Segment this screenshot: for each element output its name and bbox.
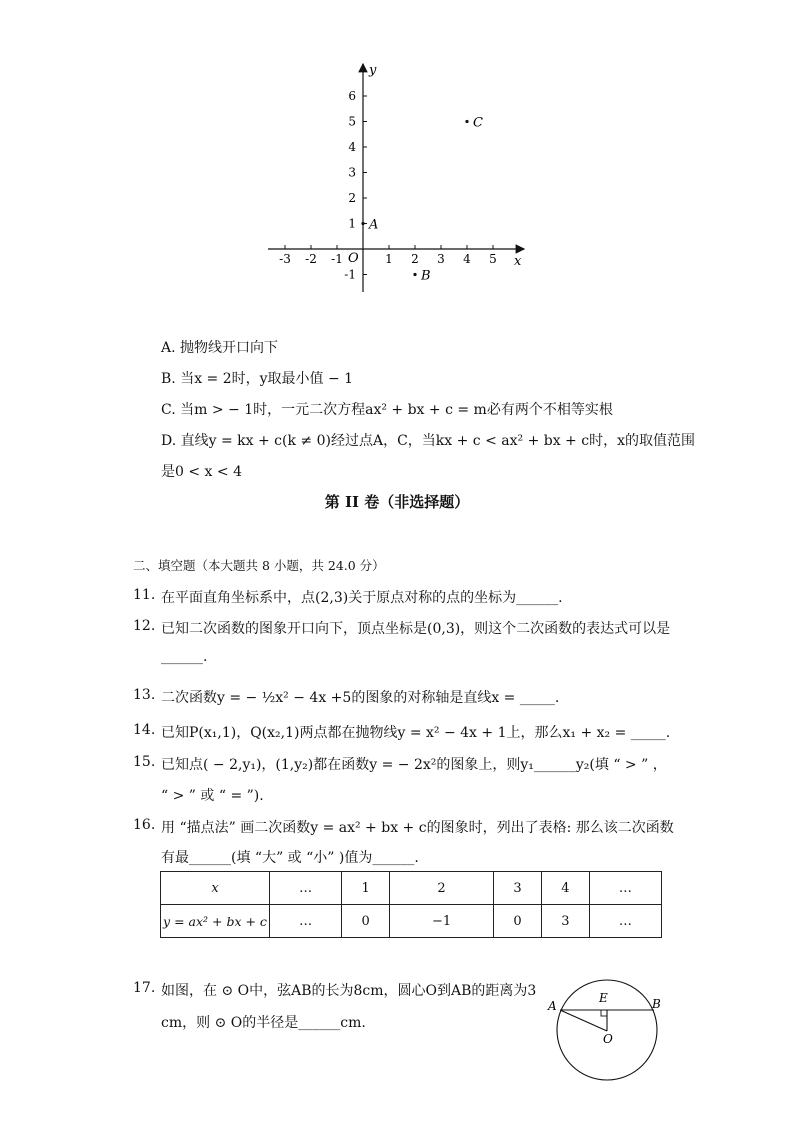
point-b	[413, 273, 416, 276]
point-label: C	[473, 115, 483, 131]
table-cell: 0	[342, 905, 390, 938]
y-tick-label: 5	[348, 114, 356, 129]
point-label: B	[652, 997, 661, 1011]
question-text-continuation: cm，则 ⊙ O的半径是______cm.	[161, 1015, 366, 1031]
question-number: 16.	[133, 817, 156, 833]
question-text-continuation: ______.	[161, 649, 208, 665]
y-axis-label: y	[369, 63, 377, 78]
y-tick-label: -1	[344, 267, 356, 282]
x-tick-label: 4	[463, 252, 471, 266]
right-angle-mark	[601, 1010, 607, 1016]
table-header-cell: 3	[494, 872, 542, 905]
question-text: 用 “描点法” 画二次函数y = ax² + bx + c的图象时，列出了表格: 那么该二次函数	[161, 820, 674, 836]
y-tick-label: 3	[348, 165, 356, 180]
question-number: 14.	[133, 722, 156, 738]
question-text: 如图，在 ⊙ O中，弦AB的长为8cm，圆心O到AB的距离为3	[161, 983, 537, 999]
part-heading: 二、填空题（本大题共 8 小题，共 24.0 分）	[133, 558, 385, 573]
choice-c: C. 当m > − 1时，一元二次方程ax² + bx + c = m必有两个不相等实根	[161, 402, 613, 418]
x-tick-label: -1	[331, 252, 343, 266]
x-tick-label: 1	[385, 252, 393, 266]
table-row	[161, 872, 662, 905]
table-header-cell: 4	[541, 872, 589, 905]
question-number: 17.	[133, 980, 156, 996]
table-cell: …	[270, 905, 342, 938]
point-label: B	[421, 268, 431, 284]
table-header-cell: x	[161, 872, 270, 905]
question-number: 11.	[133, 587, 156, 603]
x-tick-label: -2	[305, 252, 317, 266]
point-a	[361, 222, 364, 225]
y-tick-label: 4	[348, 140, 356, 154]
table-cell: …	[589, 905, 661, 938]
x-tick-label: -3	[279, 252, 291, 266]
x-tick-label: 3	[437, 252, 445, 266]
point-label: E	[599, 991, 608, 1005]
table-cell: 0	[494, 905, 542, 938]
point-label: A	[369, 217, 379, 233]
table-header-cell: …	[589, 872, 661, 905]
point-label: O	[603, 1032, 613, 1046]
coordinate-graph	[262, 60, 532, 300]
table-cell: −1	[390, 905, 494, 938]
table-header-cell: 1	[342, 872, 390, 905]
point-label: A	[548, 999, 557, 1013]
x-axis-label: x	[514, 254, 522, 269]
y-tick-label: 6	[348, 89, 356, 103]
section-title: 第 II 卷（非选择题）	[324, 493, 470, 511]
question-text-continuation: 有最______(填 “大” 或 “小” )值为______.	[161, 850, 419, 866]
x-tick-label: 2	[411, 252, 419, 266]
y-tick-label: 2	[348, 191, 356, 205]
value-table	[160, 871, 662, 938]
choice-d-continuation: 是0 < x < 4	[161, 464, 242, 480]
choice-d: D. 直线y = kx + c(k ≠ 0)经过点A，C，当kx + c < ax² + bx + c时，x的取值范围	[161, 433, 695, 449]
origin-label: O	[348, 251, 359, 266]
table-cell: y = ax² + bx + c	[161, 905, 270, 938]
question-text: 已知点( − 2,y₁)，(1,y₂)都在函数y = − 2x²的图象上，则y₁______y₂(填 “ > ” ，	[161, 757, 667, 773]
choice-a: A. 抛物线开口向下	[161, 340, 279, 356]
segment-ao	[560, 1010, 607, 1031]
table-header-cell: …	[270, 872, 342, 905]
table-row	[161, 905, 662, 938]
question-number: 12.	[133, 618, 156, 634]
x-tick-label: 5	[489, 252, 497, 266]
point-c	[465, 120, 468, 123]
circle-figure	[540, 975, 670, 1085]
choice-b: B. 当x = 2时，y取最小值 − 1	[161, 371, 354, 387]
question-text: 已知二次函数的图象开口向下，顶点坐标是(0,3)，则这个二次函数的表达式可以是	[161, 621, 671, 637]
question-number: 13.	[133, 687, 156, 703]
table-cell: 3	[541, 905, 589, 938]
question-text: 二次函数y = − ½x² − 4x +5的图象的对称轴是直线x = _____.	[161, 690, 560, 706]
question-text: 在平面直角坐标系中，点(2,3)关于原点对称的点的坐标为______.	[161, 590, 563, 606]
question-text-continuation: “ > ” 或 “ = ”).	[161, 788, 264, 804]
table-header-cell: 2	[390, 872, 494, 905]
y-tick-label: 1	[348, 216, 356, 231]
question-text: 已知P(x₁,1)，Q(x₂,1)两点都在抛物线y = x² − 4x + 1上，那么x₁ + x₂ = _____.	[161, 725, 671, 741]
question-number: 15.	[133, 754, 156, 770]
